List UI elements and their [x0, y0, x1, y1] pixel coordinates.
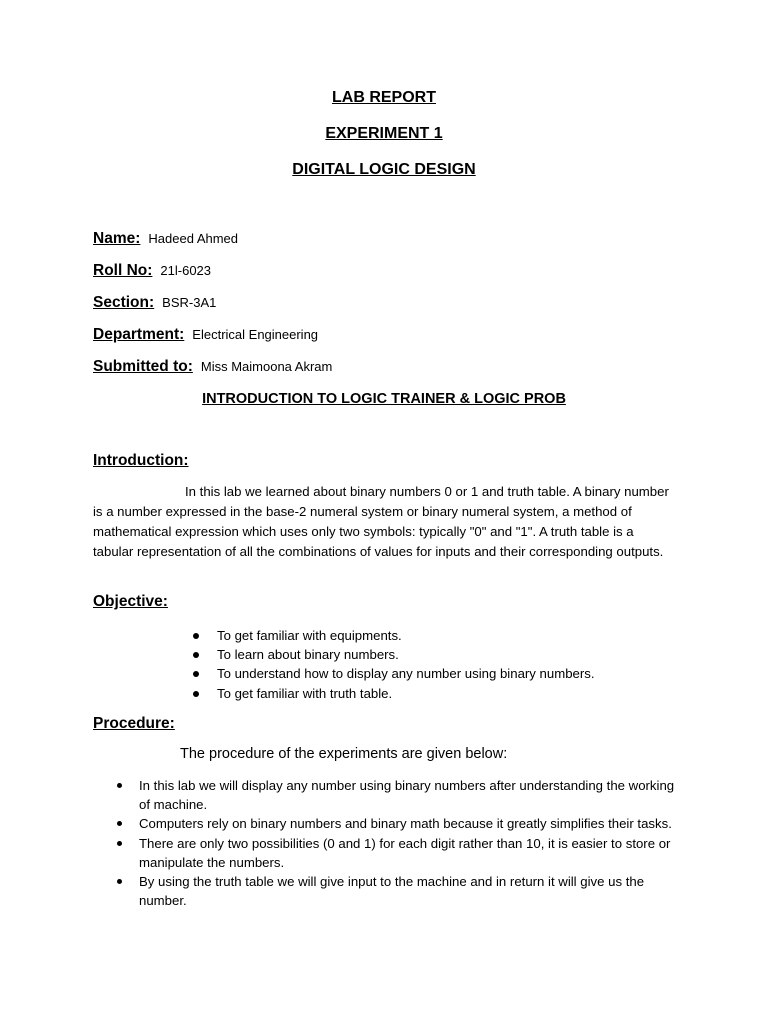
bullet-icon [193, 691, 199, 697]
introduction-heading: Introduction: [93, 452, 189, 469]
introduction-paragraph [93, 482, 673, 562]
course-title: DIGITAL LOGIC DESIGN [292, 161, 476, 178]
section-field [93, 294, 216, 312]
section-label: Section: [93, 294, 155, 311]
objective-list [190, 626, 710, 703]
submitted-label: Submitted to: [93, 358, 193, 375]
name-field [93, 230, 238, 248]
list-item: To get familiar with truth table. [190, 684, 710, 703]
submitted-field [93, 358, 332, 376]
roll-value: 21l-6023 [160, 263, 212, 278]
bullet-icon [193, 652, 199, 658]
objective-heading: Objective: [93, 593, 168, 610]
roll-label: Roll No: [93, 262, 153, 279]
bullet-icon [117, 783, 122, 788]
report-title: LAB REPORT [332, 89, 436, 106]
list-item: To understand how to display any number using binary numbers. [190, 664, 710, 683]
experiment-subtitle: INTRODUCTION TO LOGIC TRAINER & LOGIC PROB [202, 391, 566, 407]
bullet-icon [193, 671, 199, 677]
roll-field [93, 262, 211, 280]
bullet-icon [117, 879, 122, 884]
name-label: Name: [93, 230, 141, 247]
list-item: Computers rely on binary numbers and binary math because it greatly simplifies their tasks. [117, 814, 677, 833]
department-field [93, 326, 318, 344]
experiment-title: EXPERIMENT 1 [325, 125, 443, 142]
bullet-icon [193, 633, 199, 639]
introduction-text: In this lab we learned about binary numbers 0 or 1 and truth table. A binary number is a number expressed in the base-2 numeral system or binary numeral system, a method of mathematical expression which uses only two symbols: typically "0" and "1". A truth table is a tabular representation of all the combinations of values for inputs and their corresponding outputs. [93, 484, 669, 559]
list-item: By using the truth table we will give input to the machine and in return it will give us the number. [117, 872, 677, 910]
list-item: There are only two possibilities (0 and 1) for each digit rather than 10, it is easier to store or manipulate the numbers. [117, 834, 677, 872]
procedure-list [117, 776, 677, 910]
name-value: Hadeed Ahmed [148, 231, 239, 246]
bullet-icon [117, 841, 122, 846]
department-label: Department: [93, 326, 185, 343]
procedure-intro: The procedure of the experiments are given below: [180, 746, 508, 762]
section-value: BSR-3A1 [162, 295, 217, 310]
bullet-icon [117, 821, 122, 826]
list-item: To get familiar with equipments. [190, 626, 710, 645]
procedure-heading: Procedure: [93, 715, 175, 732]
list-item: To learn about binary numbers. [190, 645, 710, 664]
submitted-value: Miss Maimoona Akram [200, 359, 333, 374]
list-item: In this lab we will display any number using binary numbers after understanding the working of machine. [117, 776, 677, 814]
department-value: Electrical Engineering [192, 327, 319, 342]
